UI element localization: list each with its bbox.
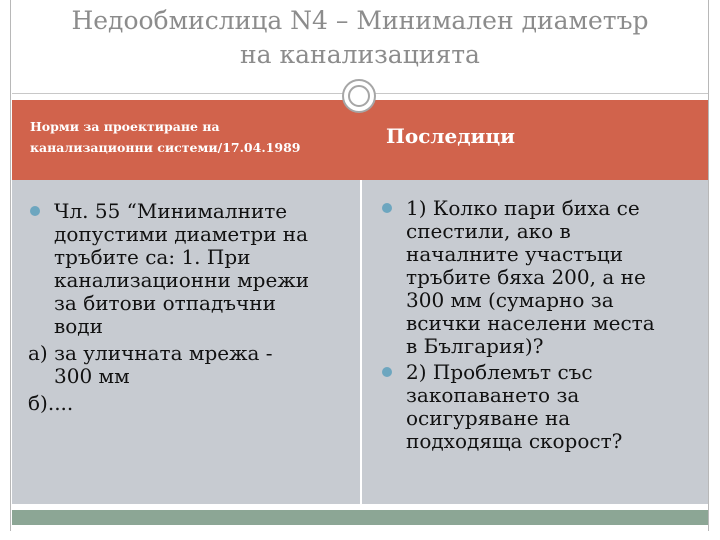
right-bullet-1-line: тръбите бяха 200, а не [406, 265, 646, 289]
left-bullet-line: канализационни мрежи [54, 268, 310, 292]
left-item-a-line-1: а) за уличната мрежа - [28, 341, 273, 365]
right-bullet-1-line: в България)? [406, 334, 544, 358]
right-bullet-1-line: спестили, ако в [406, 219, 571, 243]
right-bullet-2-line: 2) Проблемът със [406, 360, 593, 384]
left-bullet-line: води [54, 314, 103, 338]
slide-title [10, 4, 710, 72]
right-column-header: Последици [386, 124, 516, 148]
left-column-content [14, 200, 356, 415]
round-bullet-icon [30, 206, 40, 216]
round-bullet-icon [382, 203, 392, 213]
left-bullet-line: тръбите са: 1. При [54, 245, 251, 269]
right-bullet-item-2 [380, 361, 706, 453]
left-bullet-item [14, 200, 356, 338]
left-column-header [30, 116, 360, 158]
right-bullet-2-line: подходяща скорост? [406, 429, 623, 453]
right-bullet-1-line: началните участъци [406, 242, 624, 266]
right-bullet-1-line: 1) Колко пари биха се [406, 196, 640, 220]
column-divider [360, 180, 362, 504]
right-bullet-1-line: 300 мм (сумарно за [406, 288, 614, 312]
right-bullet-2-line: закопаването за [406, 383, 580, 407]
right-bullet-1-line: всички населени места [406, 311, 655, 335]
right-bullet-2-line: осигуряване на [406, 406, 571, 430]
right-bullet-item-1 [380, 197, 706, 358]
left-header-line-2: канализационни системи/17.04.1989 [30, 140, 301, 155]
left-item-a [14, 342, 356, 388]
left-item-a-line-2: 300 мм [54, 364, 130, 388]
left-item-b: б).... [28, 391, 74, 415]
double-circle-ornament-icon [342, 79, 376, 113]
right-column-content [380, 197, 706, 453]
slide-title-line-2: на канализацията [240, 40, 480, 69]
left-bullet-line: Чл. 55 “Минималните [54, 199, 288, 223]
footer-bar [12, 510, 708, 525]
left-bullet-line: допустими диаметри на [54, 222, 309, 246]
left-bullet-line: за битови отпадъчни [54, 291, 276, 315]
left-header-line-1: Норми за проектиране на [30, 119, 220, 134]
round-bullet-icon [382, 367, 392, 377]
slide-title-line-1: Недообмислица N4 – Минимален диаметър [71, 6, 649, 35]
